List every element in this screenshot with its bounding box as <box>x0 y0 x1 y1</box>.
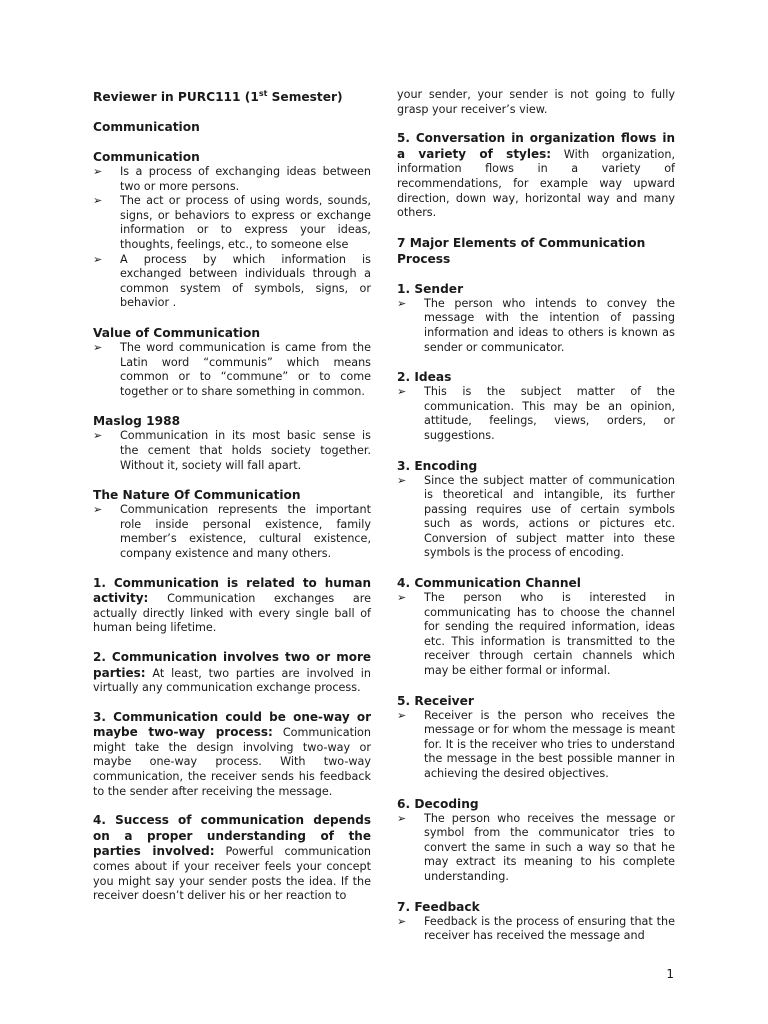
arrow-bullet-icon: ➢ <box>397 591 407 605</box>
point-1: 1. Communication is related to human activity: Communication exchanges are actually directly linked with every single ball of human being lifetime. <box>93 575 371 635</box>
arrow-bullet-icon: ➢ <box>397 811 407 825</box>
point-4: 4. Success of communication depends on a proper understanding of the parties involved: Powerful communication comes about if your receiver feels your concept you might say your sender posts the idea. If the receiver doesn’t deliver his or her reaction to <box>93 813 372 903</box>
list-item: ➢ Receiver is the person who receives the message or for whom the message is meant for. It is the receiver who tries to understand the message in the best possible manner in achieving the desired objectives. <box>397 708 675 780</box>
element-heading-ideas: 2. Ideas <box>397 370 452 385</box>
arrow-bullet-icon: ➢ <box>397 473 407 487</box>
list-item: ➢ This is the subject matter of the communication. This may be an opinion, attitude, feelings, views, orders, or suggestions. <box>397 385 675 442</box>
element-heading-sender: 1. Sender <box>397 281 464 296</box>
nature-list <box>93 503 371 561</box>
value-heading: Value of Communication <box>93 326 261 340</box>
section-heading: Communication <box>93 120 200 135</box>
arrow-bullet-icon: ➢ <box>397 385 407 399</box>
page-number: 1 <box>666 967 674 981</box>
list-item: ➢ The person who intends to convey the message with the intention of passing information and ideas to others is known as sender or communicator. <box>397 296 675 354</box>
maslog-heading: Maslog 1988 <box>93 414 181 429</box>
list-item: ➢ Is a process of exchanging ideas between two or more persons. <box>93 165 371 193</box>
list-item: ➢ The person who is interested in communicating has to choose the channel for sending the required information, ideas etc. This information is transmitted to the receiver through certain channels which may be either formal or informal. <box>397 591 675 678</box>
major-elements-heading: 7 Major Elements of Communication Process <box>397 235 646 266</box>
element-heading-encoding: 3. Encoding <box>397 458 478 473</box>
list-item: ➢ The person who receives the message or symbol from the communicator tries to convert the same in such a way so that he may extract its meaning to his complete understanding. <box>397 811 675 883</box>
list-item: ➢ The act or process of using words, sounds, signs, or behaviors to express or exchange information or to express your ideas, thoughts, feelings, etc., to someone else <box>93 194 371 252</box>
arrow-bullet-icon: ➢ <box>93 341 103 354</box>
communication-heading: Communication <box>93 150 200 165</box>
list-item: ➢ Feedback is the process of ensuring that the receiver has received the message and <box>397 914 675 943</box>
maslog-list <box>93 429 371 473</box>
arrow-bullet-icon: ➢ <box>93 429 103 443</box>
arrow-bullet-icon: ➢ <box>93 194 103 208</box>
value-list <box>93 341 371 399</box>
point-4-continuation: your sender, your sender is not going to fully grasp your receiver’s view. <box>397 88 675 116</box>
document-title: Reviewer in PURC111 (1st Semester) <box>93 89 343 105</box>
arrow-bullet-icon: ➢ <box>93 252 103 266</box>
arrow-bullet-icon: ➢ <box>397 914 407 928</box>
arrow-bullet-icon: ➢ <box>397 296 407 310</box>
list-item: ➢ The word communication is came from the Latin word “communis” which means common or to “commune” or to come together or to share something in common. <box>93 341 371 398</box>
element-heading-channel: 4. Communication Channel <box>397 576 581 591</box>
nature-heading: The Nature Of Communication <box>93 488 301 503</box>
element-heading-receiver: 5. Receiver <box>397 693 474 708</box>
list-item: ➢ Communication in its most basic sense is the cement that holds society together. Without it, society will fall apart. <box>93 429 371 472</box>
left-column <box>93 86 371 904</box>
list-item: ➢ Communication represents the important role inside personal existence, family member’s existence, cultural existence, company existence and many others. <box>93 503 371 560</box>
point-5: 5. Conversation in organization flows in a variety of styles: With organization, information flows in a variety of recommendations, for example way upward direction, down way, horizontal way and many others. <box>397 131 675 220</box>
element-heading-decoding: 6. Decoding <box>397 796 479 811</box>
right-column <box>397 88 675 944</box>
point-3: 3. Communication could be one-way or maybe two-way process: Communication might take the design involving two-way or maybe one-way process. With two-way communication, the receiver sends his feedback to the sender after receiving the message. <box>93 709 371 798</box>
list-item: ➢ Since the subject matter of communication is theoretical and intangible, its further passing requires use of certain symbols such as words, actions or pictures etc. Conversion of subject matter into these symbols is the process of encoding. <box>397 473 675 560</box>
communication-list <box>93 165 371 311</box>
element-heading-feedback: 7. Feedback <box>397 899 480 914</box>
point-2: 2. Communication involves two or more parties: At least, two parties are involved in virtually any communication exchange process. <box>93 649 371 695</box>
arrow-bullet-icon: ➢ <box>93 503 103 517</box>
list-item: ➢ A process by which information is exchanged between individuals through a common system of symbols, signs, or behavior . <box>93 252 371 310</box>
arrow-bullet-icon: ➢ <box>93 165 103 179</box>
arrow-bullet-icon: ➢ <box>397 708 407 722</box>
